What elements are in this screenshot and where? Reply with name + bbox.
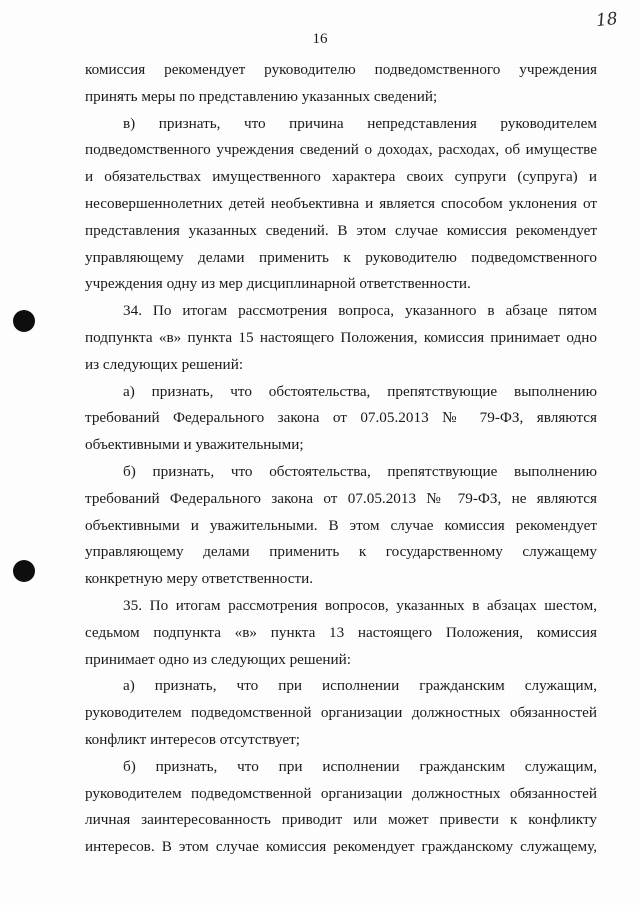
- text-line: принять меры по представлению указанных сведений;: [85, 87, 438, 105]
- text-line: подведомственного учреждения сведений о доходах, расходах, об имуществе: [85, 141, 597, 159]
- text-line: личная заинтересованность приводит или может привести к конфликту: [85, 811, 597, 829]
- text-line: требований Федерального закона от 07.05.2013 № 79-ФЗ, не являются: [85, 489, 597, 507]
- text-line: из следующих решений:: [85, 355, 244, 373]
- text-line: управляющему делами применить к государственному служащему: [85, 543, 597, 561]
- text-line: комиссия рекомендует руководителю подведомственного учреждения: [85, 61, 597, 78]
- text-line: конкретную меру ответственности.: [85, 570, 314, 588]
- text-line: 35. По итогам рассмотрения вопросов, указанных в абзацах шестом,: [123, 596, 597, 614]
- text-line: управляющему делами применить к руководителю подведомственного: [85, 248, 597, 266]
- text-line: представления указанных сведений. В этом случае комиссия рекомендует: [85, 221, 597, 239]
- punch-hole-mark: [13, 560, 35, 582]
- text-line: седьмом подпункта «в» пункта 13 настоящего Положения, комиссия: [85, 623, 597, 641]
- text-line: в) признать, что причина непредставления руководителем: [123, 114, 597, 132]
- text-line: объективными и уважительными;: [85, 436, 304, 454]
- text-line: руководителем подведомственной организации должностных обязанностей: [85, 704, 597, 722]
- text-line: несовершеннолетних детей необъективна и является способом уклонения от: [85, 194, 597, 212]
- text-line: б) признать, что обстоятельства, препятствующие выполнению: [123, 462, 597, 480]
- text-line: требований Федерального закона от 07.05.2013 № 79-ФЗ, являются: [85, 409, 597, 427]
- text-line: конфликт интересов отсутствует;: [85, 730, 300, 748]
- text-line: и обязательствах имущественного характера своих супруги (супруга) и: [85, 168, 597, 186]
- page-number: 16: [312, 31, 328, 47]
- text-line: руководителем подведомственной организации должностных обязанностей: [85, 784, 597, 802]
- text-line: принимает одно из следующих решений:: [85, 650, 351, 668]
- punch-hole-mark: [13, 310, 35, 332]
- text-line: б) признать, что при исполнении гражданским служащим,: [123, 757, 597, 775]
- text-line: интересов. В этом случае комиссия рекомендует гражданскому служащему,: [85, 838, 597, 856]
- document-body: [85, 57, 597, 861]
- text-line: а) признать, что обстоятельства, препятствующие выполнению: [123, 382, 597, 400]
- text-line: подпункта «в» пункта 15 настоящего Положения, комиссия принимает одно: [85, 328, 597, 346]
- text-line: 34. По итогам рассмотрения вопроса, указанного в абзаце пятом: [123, 302, 597, 320]
- text-line: объективными и уважительными. В этом случае комиссия рекомендует: [85, 516, 597, 534]
- text-line: учреждения одну из мер дисциплинарной ответственности.: [85, 275, 471, 293]
- handwritten-sheet-number: 18: [595, 8, 619, 32]
- text-line: а) признать, что при исполнении гражданским служащим,: [123, 677, 597, 695]
